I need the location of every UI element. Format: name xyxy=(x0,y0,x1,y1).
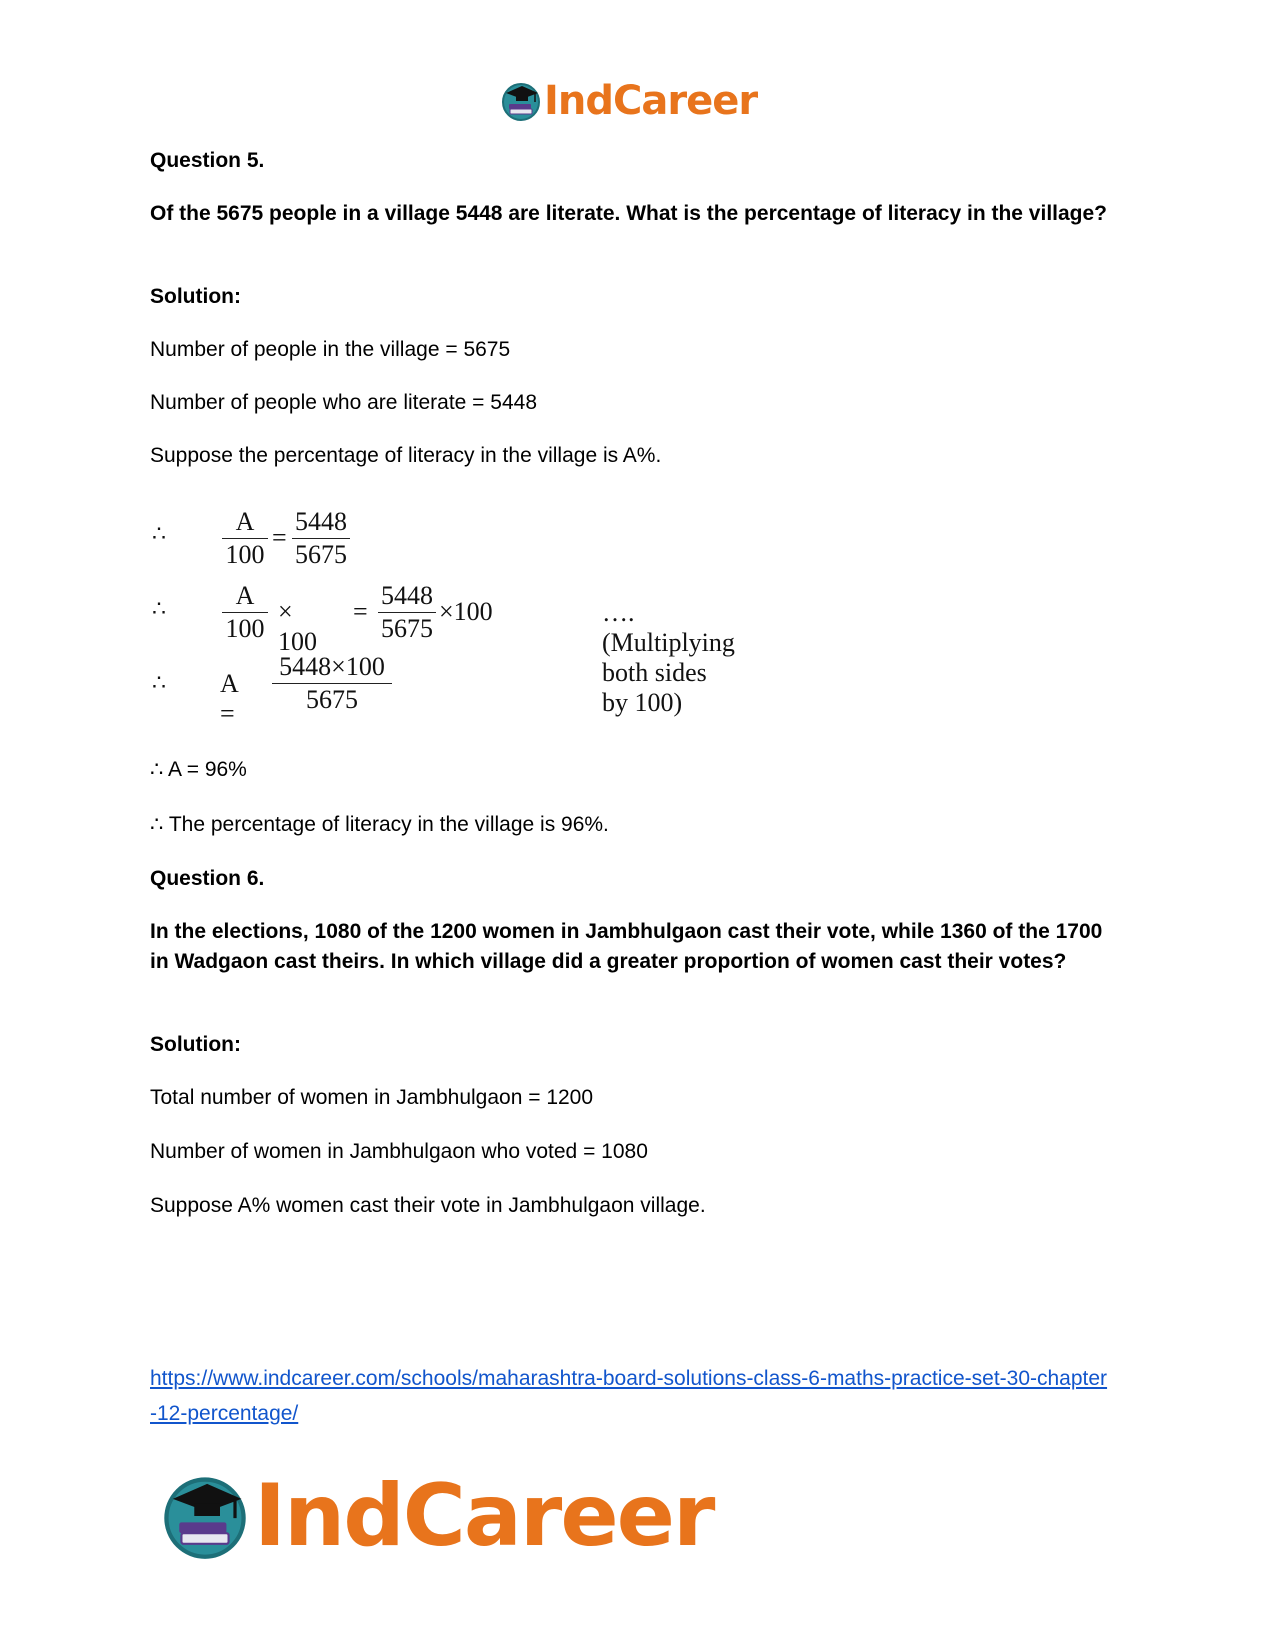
q6-line-3: Suppose A% women cast their vote in Jambhulgaon village. xyxy=(150,1194,706,1217)
q5-conclusion: ∴ The percentage of literacy in the village is 96%. xyxy=(150,813,609,836)
graduation-cap-books-icon xyxy=(500,80,542,122)
graduation-cap-books-icon xyxy=(160,1471,250,1561)
fraction-denominator: 5675 xyxy=(295,540,347,569)
source-url-link[interactable]: https://www.indcareer.com/schools/maharashtra-board-solutions-class-6-maths-practice-set-30-chapter-12-percentage/ xyxy=(150,1367,1108,1425)
fraction-numerator: 5448 xyxy=(381,581,433,610)
fraction-denominator: 100 xyxy=(225,540,265,569)
times-100: ×100 xyxy=(439,597,493,626)
footer-logo xyxy=(160,1466,713,1566)
q5-question: Of the 5675 people in a village 5448 are literate. What is the percentage of literacy in the village? xyxy=(150,202,1108,225)
logo-text: IndCareer xyxy=(254,1466,714,1566)
q5-line-2: Number of people who are literate = 5448 xyxy=(150,391,537,414)
fraction-numerator: A xyxy=(235,581,255,610)
fraction-denominator: 100 xyxy=(225,614,265,643)
q5-result: ∴ A = 96% xyxy=(150,758,247,781)
fraction-denominator: 5675 xyxy=(306,685,358,714)
a-equals: A = xyxy=(220,669,238,728)
step-note: ….(Multiplying both sides by 100) xyxy=(602,598,735,717)
q5-line-3: Suppose the percentage of literacy in the village is A%. xyxy=(150,444,662,467)
q6-question: In the elections, 1080 of the 1200 women in Jambhulgaon cast their vote, while 1360 of the 1700 in Wadgaon cast theirs. In which village did a greater proportion of women cast their votes? xyxy=(150,920,1103,973)
logo-text: IndCareer xyxy=(544,78,758,124)
fraction-a-over-100 xyxy=(222,580,268,645)
fraction-denominator: 5675 xyxy=(381,614,433,643)
q5-line-1: Number of people in the village = 5675 xyxy=(150,338,511,361)
q5-title: Question 5. xyxy=(150,149,265,172)
equals-sign: = xyxy=(353,597,368,626)
fraction-5448x100-over-5675 xyxy=(272,651,392,716)
fraction-5448-over-5675 xyxy=(378,580,436,645)
q6-line-1: Total number of women in Jambhulgaon = 1200 xyxy=(150,1086,594,1109)
q6-solution-label: Solution: xyxy=(150,1033,241,1056)
equals-sign: = xyxy=(272,523,287,552)
fraction-a-over-100 xyxy=(222,506,268,571)
times-100: × 100 xyxy=(278,597,317,656)
therefore-symbol: ∴ xyxy=(152,671,166,696)
header-logo xyxy=(500,78,757,124)
fraction-numerator: 5448 xyxy=(295,507,347,536)
fraction-numerator: 5448×100 xyxy=(279,652,385,681)
therefore-symbol: ∴ xyxy=(152,597,166,622)
q6-title: Question 6. xyxy=(150,867,265,890)
q5-solution-label: Solution: xyxy=(150,285,241,308)
q6-line-2: Number of women in Jambhulgaon who voted = 1080 xyxy=(150,1140,648,1163)
fraction-numerator: A xyxy=(235,507,255,536)
fraction-5448-over-5675 xyxy=(292,506,350,571)
therefore-symbol: ∴ xyxy=(152,522,166,547)
